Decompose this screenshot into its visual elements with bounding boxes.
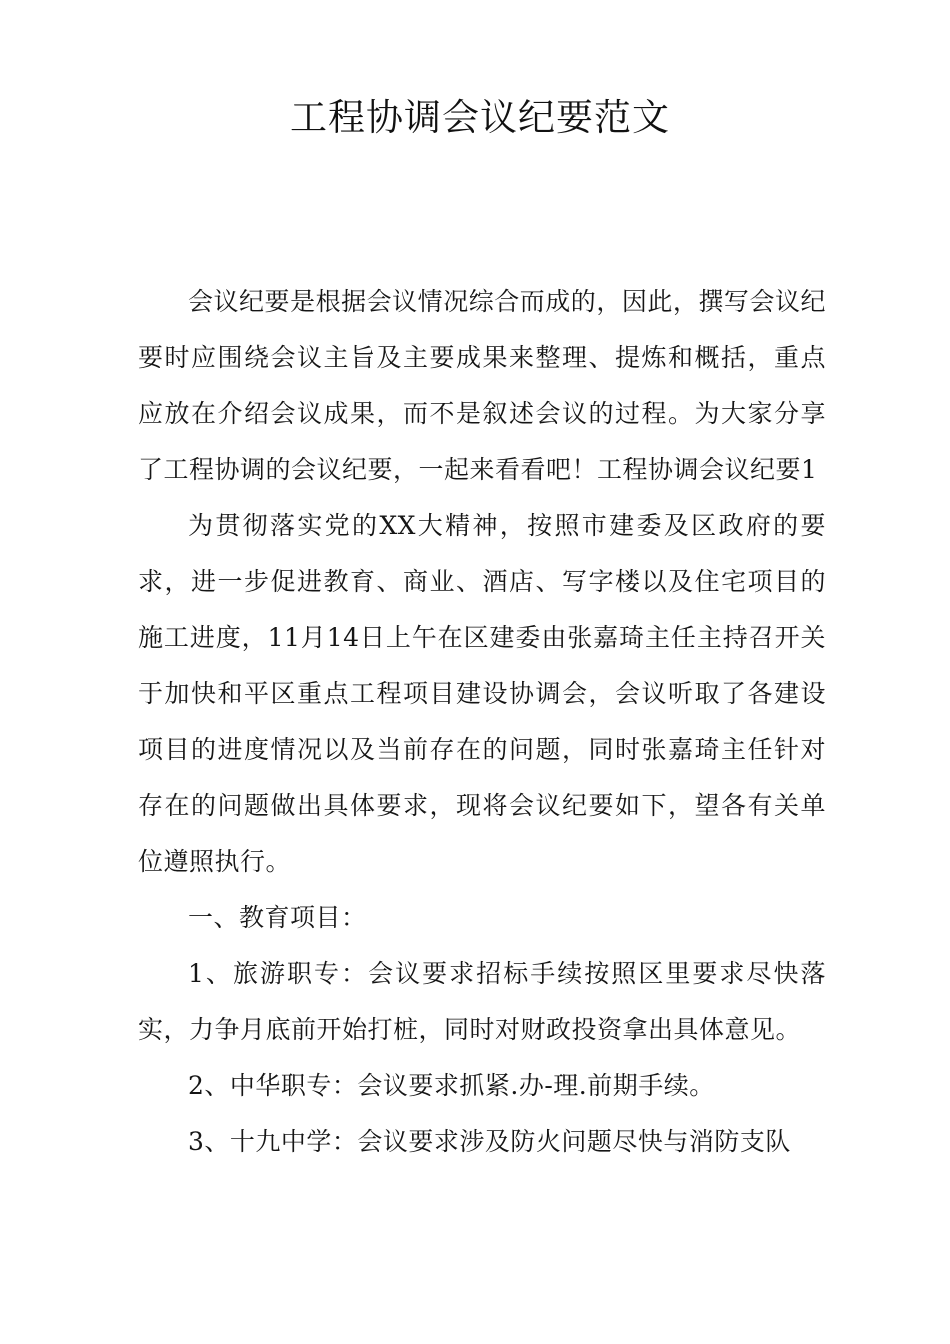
paragraph-item-1: 1、旅游职专：会议要求招标手续按照区里要求尽快落实，力争月底前开始打桩，同时对财政投资拿出具体意见。: [138, 959, 826, 1044]
document-body: [138, 274, 826, 1170]
document-title: 工程协调会议纪要范文: [290, 96, 670, 139]
paragraph-item-3: 3、十九中学：会议要求涉及防火问题尽快与消防支队: [188, 1127, 791, 1156]
paragraph-intro: 会议纪要是根据会议情况综合而成的，因此，撰写会议纪要时应围绕会议主旨及主要成果来整理、提炼和概括，重点应放在介绍会议成果，而不是叙述会议的过程。为大家分享了工程协调的会议纪要，一起来看看吧！工程协调会议纪要1: [138, 287, 826, 484]
paragraph-item-2: 2、中华职专：会议要求抓紧.办-理.前期手续。: [188, 1071, 715, 1100]
paragraph-meeting-summary: 为贯彻落实党的XX大精神，按照市建委及区政府的要求，进一步促进教育、商业、酒店、写字楼以及住宅项目的施工进度，11月14日上午在区建委由张嘉琦主任主持召开关于加快和平区重点工程项目建设协调会，会议听取了各建设项目的进度情况以及当前存在的问题，同时张嘉琦主任针对存在的问题做出具体要求，现将会议纪要如下，望各有关单位遵照执行。: [138, 511, 826, 876]
paragraph-section-heading: 一、教育项目：: [188, 903, 367, 932]
